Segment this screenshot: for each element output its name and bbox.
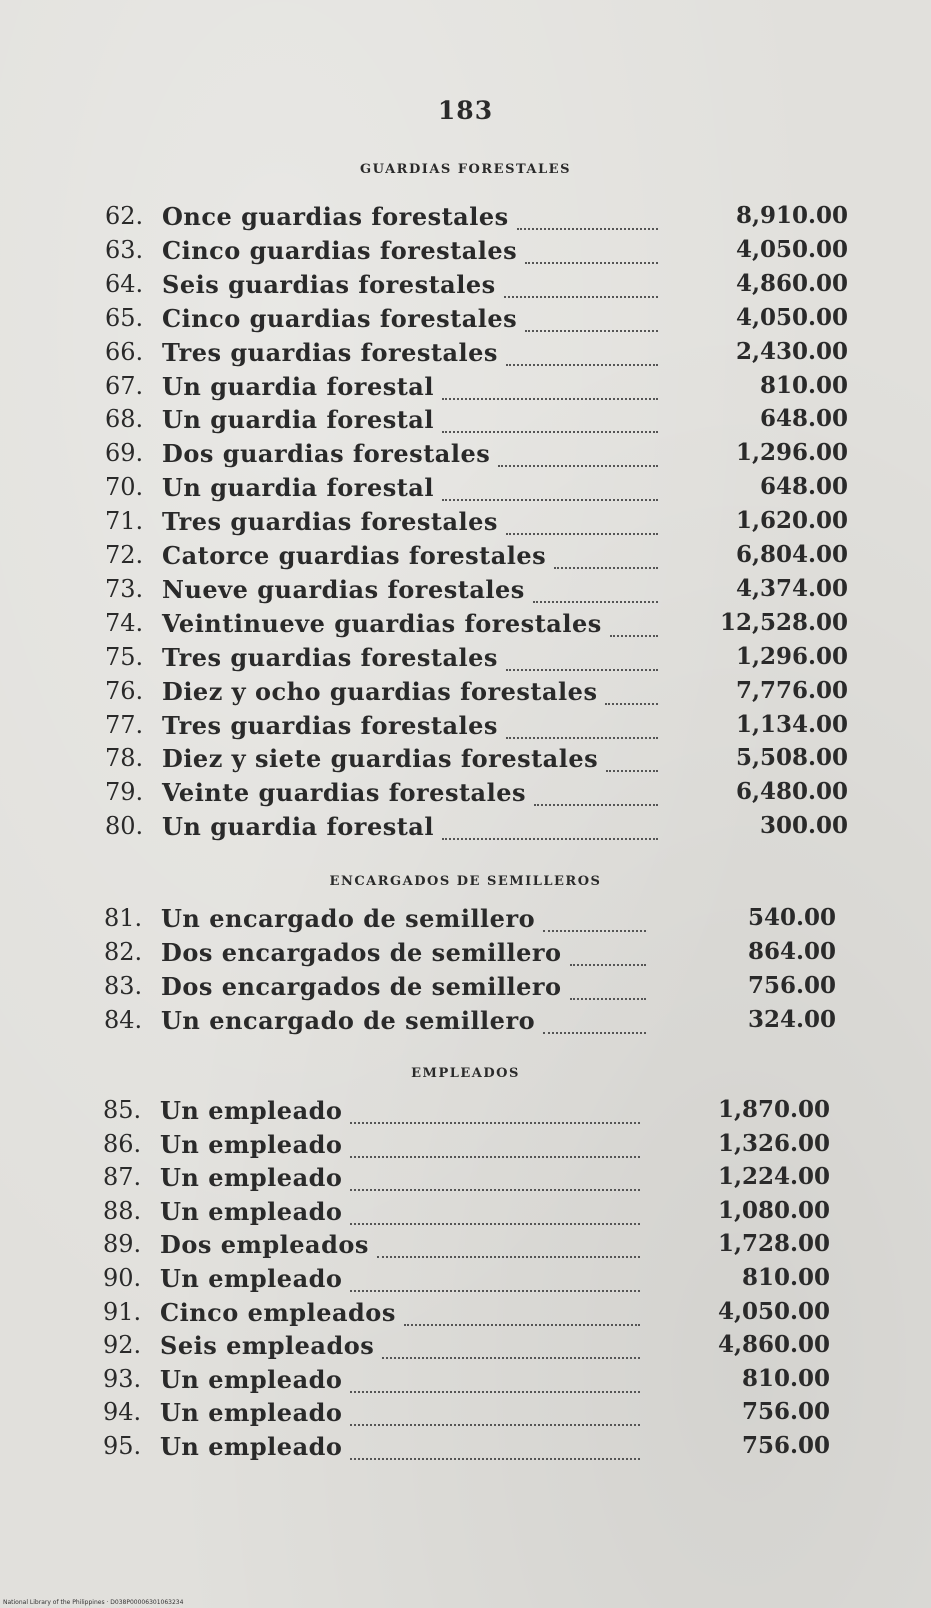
item-description: Un empleado [160,1096,343,1125]
item-description: Un empleado [160,1196,343,1226]
item-amount: 4,374.00 [735,574,848,602]
line-item [103,1096,830,1130]
item-amount: 540.00 [747,904,836,931]
item-amount: 8,910.00 [735,202,848,229]
item-description: Cinco guardias forestales [162,303,518,333]
item-number: 67. [105,371,144,400]
section-heading: EMPLEADOS [411,1066,520,1081]
dot-leader [442,499,658,501]
line-item [105,643,848,677]
item-amount: 1,326.00 [717,1129,830,1157]
item-description: Diez y ocho guardias forestales [162,676,598,706]
item-description: Cinco guardias forestales [162,235,518,265]
item-number: 86. [103,1129,142,1158]
dot-leader [543,930,646,932]
item-number: 72. [105,541,144,569]
dot-leader [525,330,658,332]
item-amount: 6,480.00 [735,778,848,806]
dot-leader [554,567,658,569]
item-description: Un empleado [160,1364,343,1394]
line-item [105,338,848,372]
dot-leader [606,770,658,772]
item-description: Dos encargados de semillero [161,972,562,1001]
line-item [105,372,848,406]
item-amount: 810.00 [759,371,848,399]
item-amount: 1,620.00 [735,507,848,535]
dot-leader [442,838,658,840]
line-item [105,405,848,439]
line-item [105,744,848,778]
line-item [104,1006,836,1040]
item-number: 81. [104,904,143,932]
item-number: 73. [105,574,144,603]
line-item [103,1130,830,1164]
line-item [103,1230,830,1264]
item-amount: 756.00 [741,1398,830,1426]
dot-leader [543,1032,646,1034]
dot-leader [350,1189,640,1191]
item-number: 83. [104,972,143,1000]
line-item [105,439,848,473]
line-item [103,1365,830,1399]
item-description: Un empleado [160,1129,343,1159]
item-description: Dos empleados [160,1230,369,1260]
item-description: Un empleado [160,1398,343,1428]
item-description: Seis empleados [160,1331,375,1361]
item-description: Seis guardias forestales [162,269,496,299]
item-amount: 4,860.00 [717,1331,830,1359]
item-number: 75. [105,642,144,671]
dot-leader [350,1290,640,1292]
dot-leader [404,1324,640,1326]
line-item [103,1163,830,1197]
dot-leader [570,998,646,1000]
dot-leader [506,669,658,671]
item-number: 84. [104,1006,143,1034]
item-description: Un encargado de semillero [161,904,536,933]
item-amount: 864.00 [747,938,836,965]
item-description: Nueve guardias forestales [162,574,525,604]
item-amount: 300.00 [759,812,848,840]
item-description: Catorce guardias forestales [162,541,547,570]
item-number: 91. [103,1297,142,1326]
item-number: 89. [103,1230,142,1259]
item-number: 80. [105,812,144,841]
item-amount: 1,080.00 [717,1196,830,1224]
item-number: 77. [105,710,144,739]
line-item [105,202,848,236]
item-description: Un guardia forestal [162,405,434,435]
line-item [104,972,836,1006]
item-description: Once guardias forestales [162,202,509,231]
item-amount: 4,860.00 [735,269,848,297]
item-number: 90. [103,1264,142,1292]
item-number: 74. [105,608,144,637]
item-description: Cinco empleados [160,1297,396,1327]
dot-leader [517,228,658,230]
section-heading: GUARDIAS FORESTALES [360,162,571,177]
dot-leader [506,364,658,366]
item-description: Tres guardias forestales [162,642,498,672]
item-number: 65. [105,303,144,332]
item-description: Veinte guardias forestales [162,778,526,808]
item-number: 92. [103,1331,142,1360]
line-item [105,575,848,609]
item-description: Un guardia forestal [162,812,434,842]
item-amount: 1,134.00 [735,710,848,738]
item-number: 63. [105,235,144,264]
item-description: Tres guardias forestales [162,507,498,537]
item-number: 69. [105,439,144,468]
item-amount: 1,296.00 [735,642,848,670]
dot-leader [534,804,658,806]
dot-leader [350,1156,640,1158]
dot-leader [442,398,658,400]
item-number: 62. [105,202,144,230]
line-item [105,609,848,643]
line-item [103,1264,830,1298]
item-number: 87. [103,1163,142,1192]
item-number: 68. [105,405,144,434]
item-description: Diez y siete guardias forestales [162,744,599,774]
dot-leader [506,737,658,739]
item-amount: 810.00 [741,1364,830,1392]
dot-leader [605,703,658,705]
line-item [105,778,848,812]
item-number: 95. [103,1432,142,1460]
line-item [105,473,848,507]
item-number: 94. [103,1398,142,1427]
item-amount: 648.00 [759,473,848,501]
line-item [103,1331,830,1365]
line-item [105,507,848,541]
item-description: Un guardia forestal [162,473,434,503]
dot-leader [498,465,658,467]
line-item [105,677,848,711]
line-item [103,1398,830,1432]
item-description: Dos encargados de semillero [161,938,562,967]
item-description: Un empleado [160,1163,343,1193]
dot-leader [442,431,658,433]
item-number: 71. [105,507,144,536]
item-amount: 1,296.00 [735,439,848,467]
item-number: 70. [105,473,144,502]
dot-leader [350,1424,640,1426]
item-amount: 12,528.00 [719,608,848,636]
item-amount: 1,728.00 [717,1230,830,1258]
item-number: 79. [105,778,144,807]
item-number: 85. [103,1096,142,1124]
item-amount: 1,870.00 [717,1096,830,1123]
item-amount: 6,804.00 [735,541,848,568]
dot-leader [350,1223,640,1225]
dot-leader [506,533,658,535]
item-number: 93. [103,1364,142,1393]
item-amount: 756.00 [741,1432,830,1459]
item-description: Un empleado [160,1432,343,1461]
item-description: Tres guardias forestales [162,337,498,367]
item-amount: 4,050.00 [717,1297,830,1325]
item-amount: 4,050.00 [735,303,848,331]
dot-leader [504,296,658,298]
line-item [105,711,848,745]
section-heading: ENCARGADOS DE SEMILLEROS [329,874,602,889]
line-item [105,812,848,846]
line-item [103,1197,830,1231]
item-amount: 810.00 [741,1264,830,1291]
item-amount: 7,776.00 [735,676,848,704]
dot-leader [350,1458,640,1460]
dot-leader [377,1256,640,1258]
line-item [104,938,836,972]
footer-credit: National Library of the Philippines · D038P00006301063234 [3,1599,184,1606]
item-description: Dos guardias forestales [162,439,491,469]
dot-leader [570,964,646,966]
item-number: 78. [105,744,144,773]
line-item [105,541,848,575]
item-amount: 648.00 [759,405,848,433]
item-amount: 5,508.00 [735,744,848,772]
item-number: 76. [105,676,144,705]
dot-leader [382,1357,640,1359]
item-amount: 756.00 [747,972,836,999]
line-item [103,1298,830,1332]
dot-leader [525,262,658,264]
dot-leader [610,635,658,637]
line-item [104,904,836,938]
item-description: Tres guardias forestales [162,710,498,740]
dot-leader [350,1391,640,1393]
item-amount: 1,224.00 [717,1163,830,1191]
item-description: Un empleado [160,1264,343,1293]
item-number: 66. [105,337,144,366]
item-amount: 4,050.00 [735,235,848,263]
line-item [105,236,848,270]
item-number: 64. [105,269,144,298]
item-description: Veintinueve guardias forestales [162,608,602,638]
item-amount: 324.00 [747,1006,836,1033]
page-number: 183 [437,96,494,125]
line-item [105,304,848,338]
item-number: 82. [104,938,143,966]
dot-leader [533,601,658,603]
item-description: Un guardia forestal [162,371,434,401]
dot-leader [350,1122,640,1124]
line-item [105,270,848,304]
item-number: 88. [103,1196,142,1225]
item-amount: 2,430.00 [735,337,848,365]
line-item [103,1432,830,1466]
item-description: Un encargado de semillero [161,1006,536,1035]
